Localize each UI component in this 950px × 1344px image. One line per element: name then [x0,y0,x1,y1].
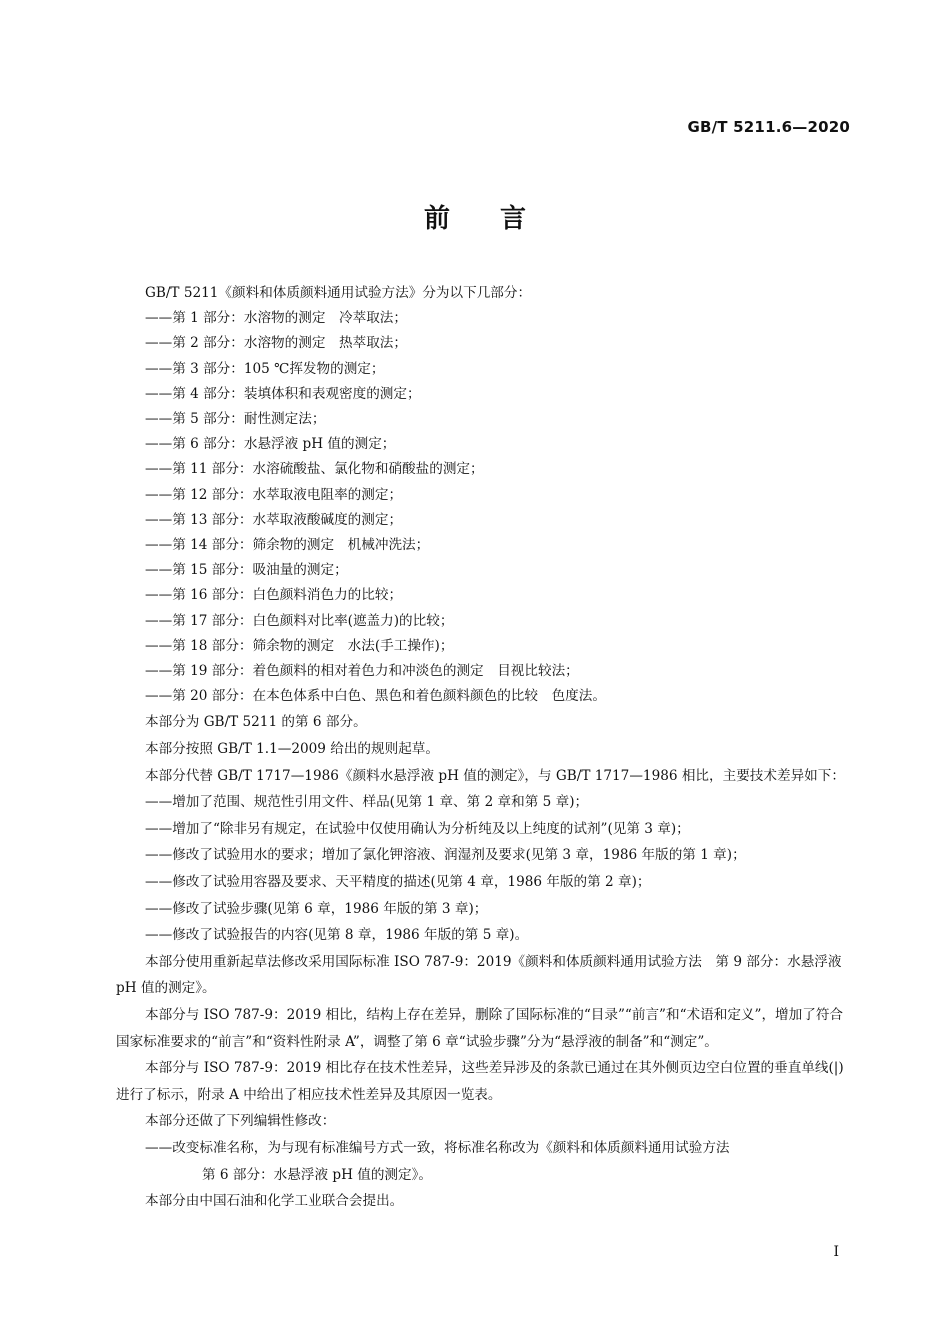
adoption-paragraph: 本部分使用重新起草法修改采用国际标准 ISO 787-9：2019《颜料和体质颜料通用试验方法 第 9 部分：水悬浮液 pH 值的测定》。 [116,953,842,997]
part-list-item: ——第 3 部分：105 ℃挥发物的测定； [145,360,385,377]
part-list-item: ——第 5 部分：耐性测定法； [145,411,326,428]
drafting-rules-paragraph: 本部分按照 GB/T 1.1—2009 给出的规则起草。 [145,741,439,758]
part-number-paragraph: 本部分为 GB/T 5211 的第 6 部分。 [145,714,367,731]
part-list-item: ——第 11 部分：水溶硫酸盐、氯化物和硝酸盐的测定； [145,461,484,478]
part-list-item: ——第 1 部分：水溶物的测定 冷萃取法； [145,310,407,327]
part-list-item: ——第 6 部分：水悬浮液 pH 值的测定； [145,436,396,453]
structure-difference-paragraph: 本部分与 ISO 787-9：2019 相比，结构上存在差异，删除了国际标准的“目录”“前言”和“术语和定义”，增加了符合国家标准要求的“前言”和“资料性附录 A”，调整了第 6 章“试验步骤”分为“悬浮液的制备”和“测定”。 [116,1006,844,1050]
foreword-body [116,281,854,1215]
foreword-details [116,709,854,1214]
part-list-item: ——第 13 部分：水萃取液酸碱度的测定； [145,511,403,528]
editorial-change-line: ——改变标准名称，为与现有标准编号方式一致，将标准名称改为《颜料和体质颜料通用试验方法 [145,1139,730,1156]
editorial-change-continuation: 第 6 部分：水悬浮液 pH 值的测定》。 [202,1166,433,1183]
part-list-item: ——第 18 部分：筛余物的测定 水法(手工操作)； [145,637,454,654]
part-list-item: ——第 12 部分：水萃取液电阻率的测定； [145,486,403,503]
editorial-changes-heading: 本部分还做了下列编辑性修改： [145,1113,336,1130]
part-list-item: ——第 16 部分：白色颜料消色力的比较； [145,587,403,604]
technical-difference-paragraph: 本部分与 ISO 787-9：2019 相比存在技术性差异，这些差异涉及的条款已通过在其外侧页边空白位置的垂直单线(|)进行了标示，附录 A 中给出了相应技术性差异及其原因一览表。 [116,1060,844,1103]
part-list-item: ——第 19 部分：着色颜料的相对着色力和冲淡色的测定 目视比较法； [145,663,579,680]
page-title: 前言 [423,204,576,234]
change-list-item: ——修改了试验用容器及要求、天平精度的描述(见第 4 章，1986 年版的第 2 章)； [145,874,651,891]
part-list-item: ——第 20 部分：在本色体系中白色、黑色和着色颜料颜色的比较 色度法。 [145,688,606,705]
intro-paragraph: GB/T 5211《颜料和体质颜料通用试验方法》分为以下几部分： [145,285,532,301]
standard-code: GB/T 5211.6—2020 [687,118,850,136]
part-list-item: ——第 14 部分：筛余物的测定 机械冲洗法； [145,537,430,554]
part-list-item: ——第 2 部分：水溶物的测定 热萃取法； [145,335,407,352]
change-list-item: ——修改了试验步骤(见第 6 章，1986 年版的第 3 章)； [145,900,488,917]
replacement-paragraph: 本部分代替 GB/T 1717—1986《颜料水悬浮液 pH 值的测定》，与 GB/T 1717—1986 相比，主要技术差异如下： [145,767,845,784]
change-list-item: ——增加了“除非另有规定，在试验中仅使用确认为分析纯及以上纯度的试剂”(见第 3 章)； [145,820,690,837]
change-list-item: ——修改了试验用水的要求；增加了氯化钾溶液、润湿剂及要求(见第 3 章，1986 年版的第 1 章)； [145,847,746,864]
change-list-item: ——增加了范围、规范性引用文件、样品(见第 1 章、第 2 章和第 5 章)； [145,794,589,811]
proposer-paragraph: 本部分由中国石油和化学工业联合会提出。 [145,1193,404,1210]
change-list-item: ——修改了试验报告的内容(见第 8 章，1986 年版的第 5 章)。 [145,927,529,944]
page-number: I [833,1244,839,1260]
part-list-item: ——第 4 部分：装填体积和表观密度的测定； [145,385,421,402]
part-list-item: ——第 17 部分：白色颜料对比率(遮盖力)的比较； [145,612,454,629]
part-list-item: ——第 15 部分：吸油量的测定； [145,562,348,579]
